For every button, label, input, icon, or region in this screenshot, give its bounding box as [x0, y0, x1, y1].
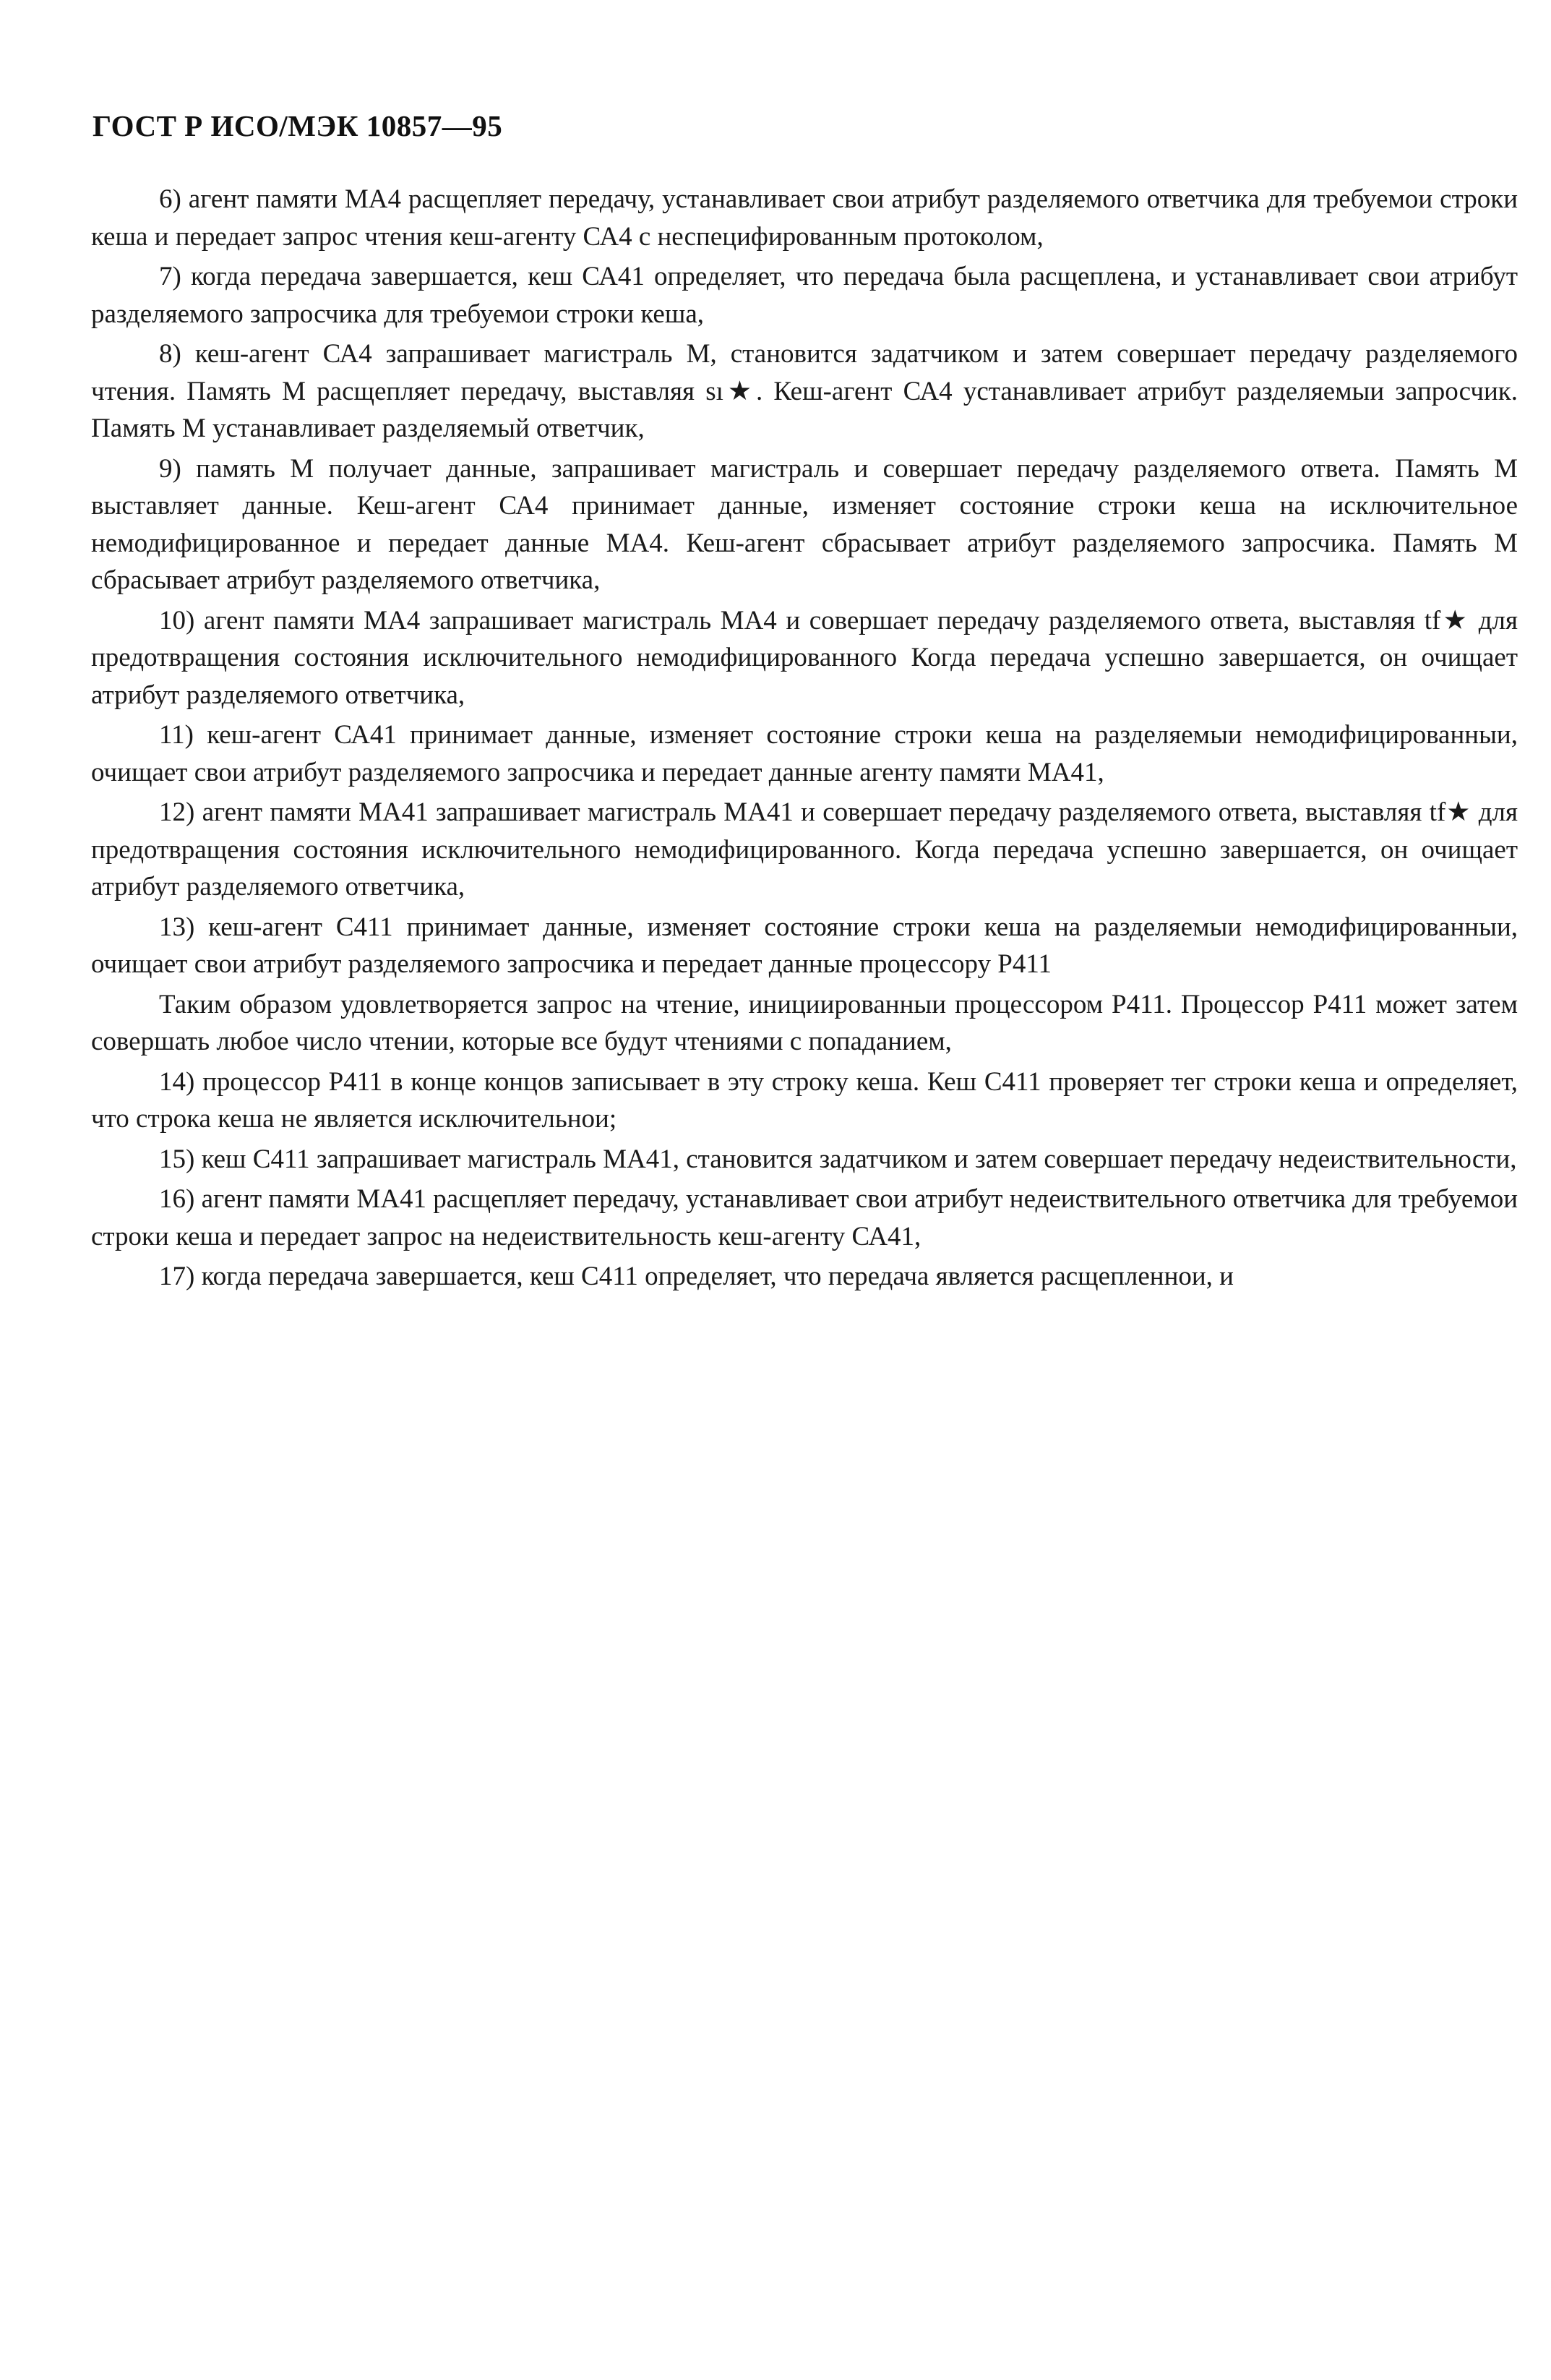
paragraph-step-15: 15) кеш С411 запрашивает магистраль МА41, становится задатчиком и затем совершает передачу недеиствительности, [159, 1144, 1517, 1174]
paragraph-step-14: 14) процессор Р411 в конце концов записывает в эту строку кеша. Кеш С411 проверяет тег строки кеша и определяет, что строка кеша не является исключительнои; [91, 1066, 1518, 1134]
paragraph-step-8: 8) кеш-агент СА4 запрашивает магистраль М, становится задатчиком и затем совершает передачу разделяемого чтения. Память М расщепляет передачу, выставляя sı★. Кеш-агент СА4 устанавливает атрибут разделяемыи запросчик. Память М устанавливает разделяемый ответчик, [91, 339, 1518, 443]
document-header: ГОСТ Р ИСО/МЭК 10857—95 [93, 109, 503, 142]
paragraph-summary: Таким образом удовлетворяется запрос на чтение, инициированныи процессором Р411. Процессор Р411 может затем совершать любое число чтении, которые все будут чтениями с попаданием, [91, 989, 1518, 1056]
paragraph-step-16: 16) агент памяти МА41 расщепляет передачу, устанавливает свои атрибут недеиствительного ответчика для требуемои строки кеша и передает запрос на недеиствительность кеш-агенту СА41, [91, 1184, 1518, 1251]
paragraph-step-12: 12) агент памяти МА41 запрашивает магистраль МА41 и совершает передачу разделяемого ответа, выставляя tf★ для предотвращения состояния исключительного немодифицированного. Когда передача успешно завершается, он очищает атрибут разделяемого ответчика, [91, 797, 1518, 902]
document-body [91, 181, 1518, 1298]
paragraph-step-6: 6) агент памяти МА4 расщепляет передачу, устанавливает свои атрибут разделяемого ответчика для требуемои строки кеша и передает запрос чтения кеш-агенту СА4 с неспецифированным протоколом, [91, 184, 1518, 252]
paragraph-step-9: 9) память М получает данные, запрашивает магистраль и совершает передачу разделяемого ответа. Память М выставляет данные. Кеш-агент СА4 принимает данные, изменяет состояние строки кеша на исключительное немодифицированное и передает данные МА4. Кеш-агент сбрасывает атрибут разделяемого запросчика. Память М сбрасывает атрибут разделяемого ответчика, [91, 453, 1518, 595]
paragraph-step-10: 10) агент памяти МА4 запрашивает магистраль МА4 и совершает передачу разделяемого ответа, выставляя tf★ для предотвращения состояния исключительного немодифицированного Когда передача успешно завершается, он очищает атрибут разделяемого ответчика, [91, 605, 1518, 710]
paragraph-step-11: 11) кеш-агент СА41 принимает данные, изменяет состояние строки кеша на разделяемыи немодифицированныи, очищает свои атрибут разделяемого запросчика и передает данные агенту памяти МА41, [91, 720, 1518, 787]
paragraph-step-17: 17) когда передача завершается, кеш С411 определяет, что передача является расщепленнои, и [159, 1262, 1234, 1291]
paragraph-step-13: 13) кеш-агент С411 принимает данные, изменяет состояние строки кеша на разделяемыи немодифицированныи, очищает свои атрибут разделяемого запросчика и передает данные процессору Р411 [91, 912, 1518, 979]
paragraph-step-7: 7) когда передача завершается, кеш СА41 определяет, что передача была расщеплена, и устанавливает свои атрибут разделяемого запросчика для требуемои строки кеша, [91, 262, 1518, 329]
